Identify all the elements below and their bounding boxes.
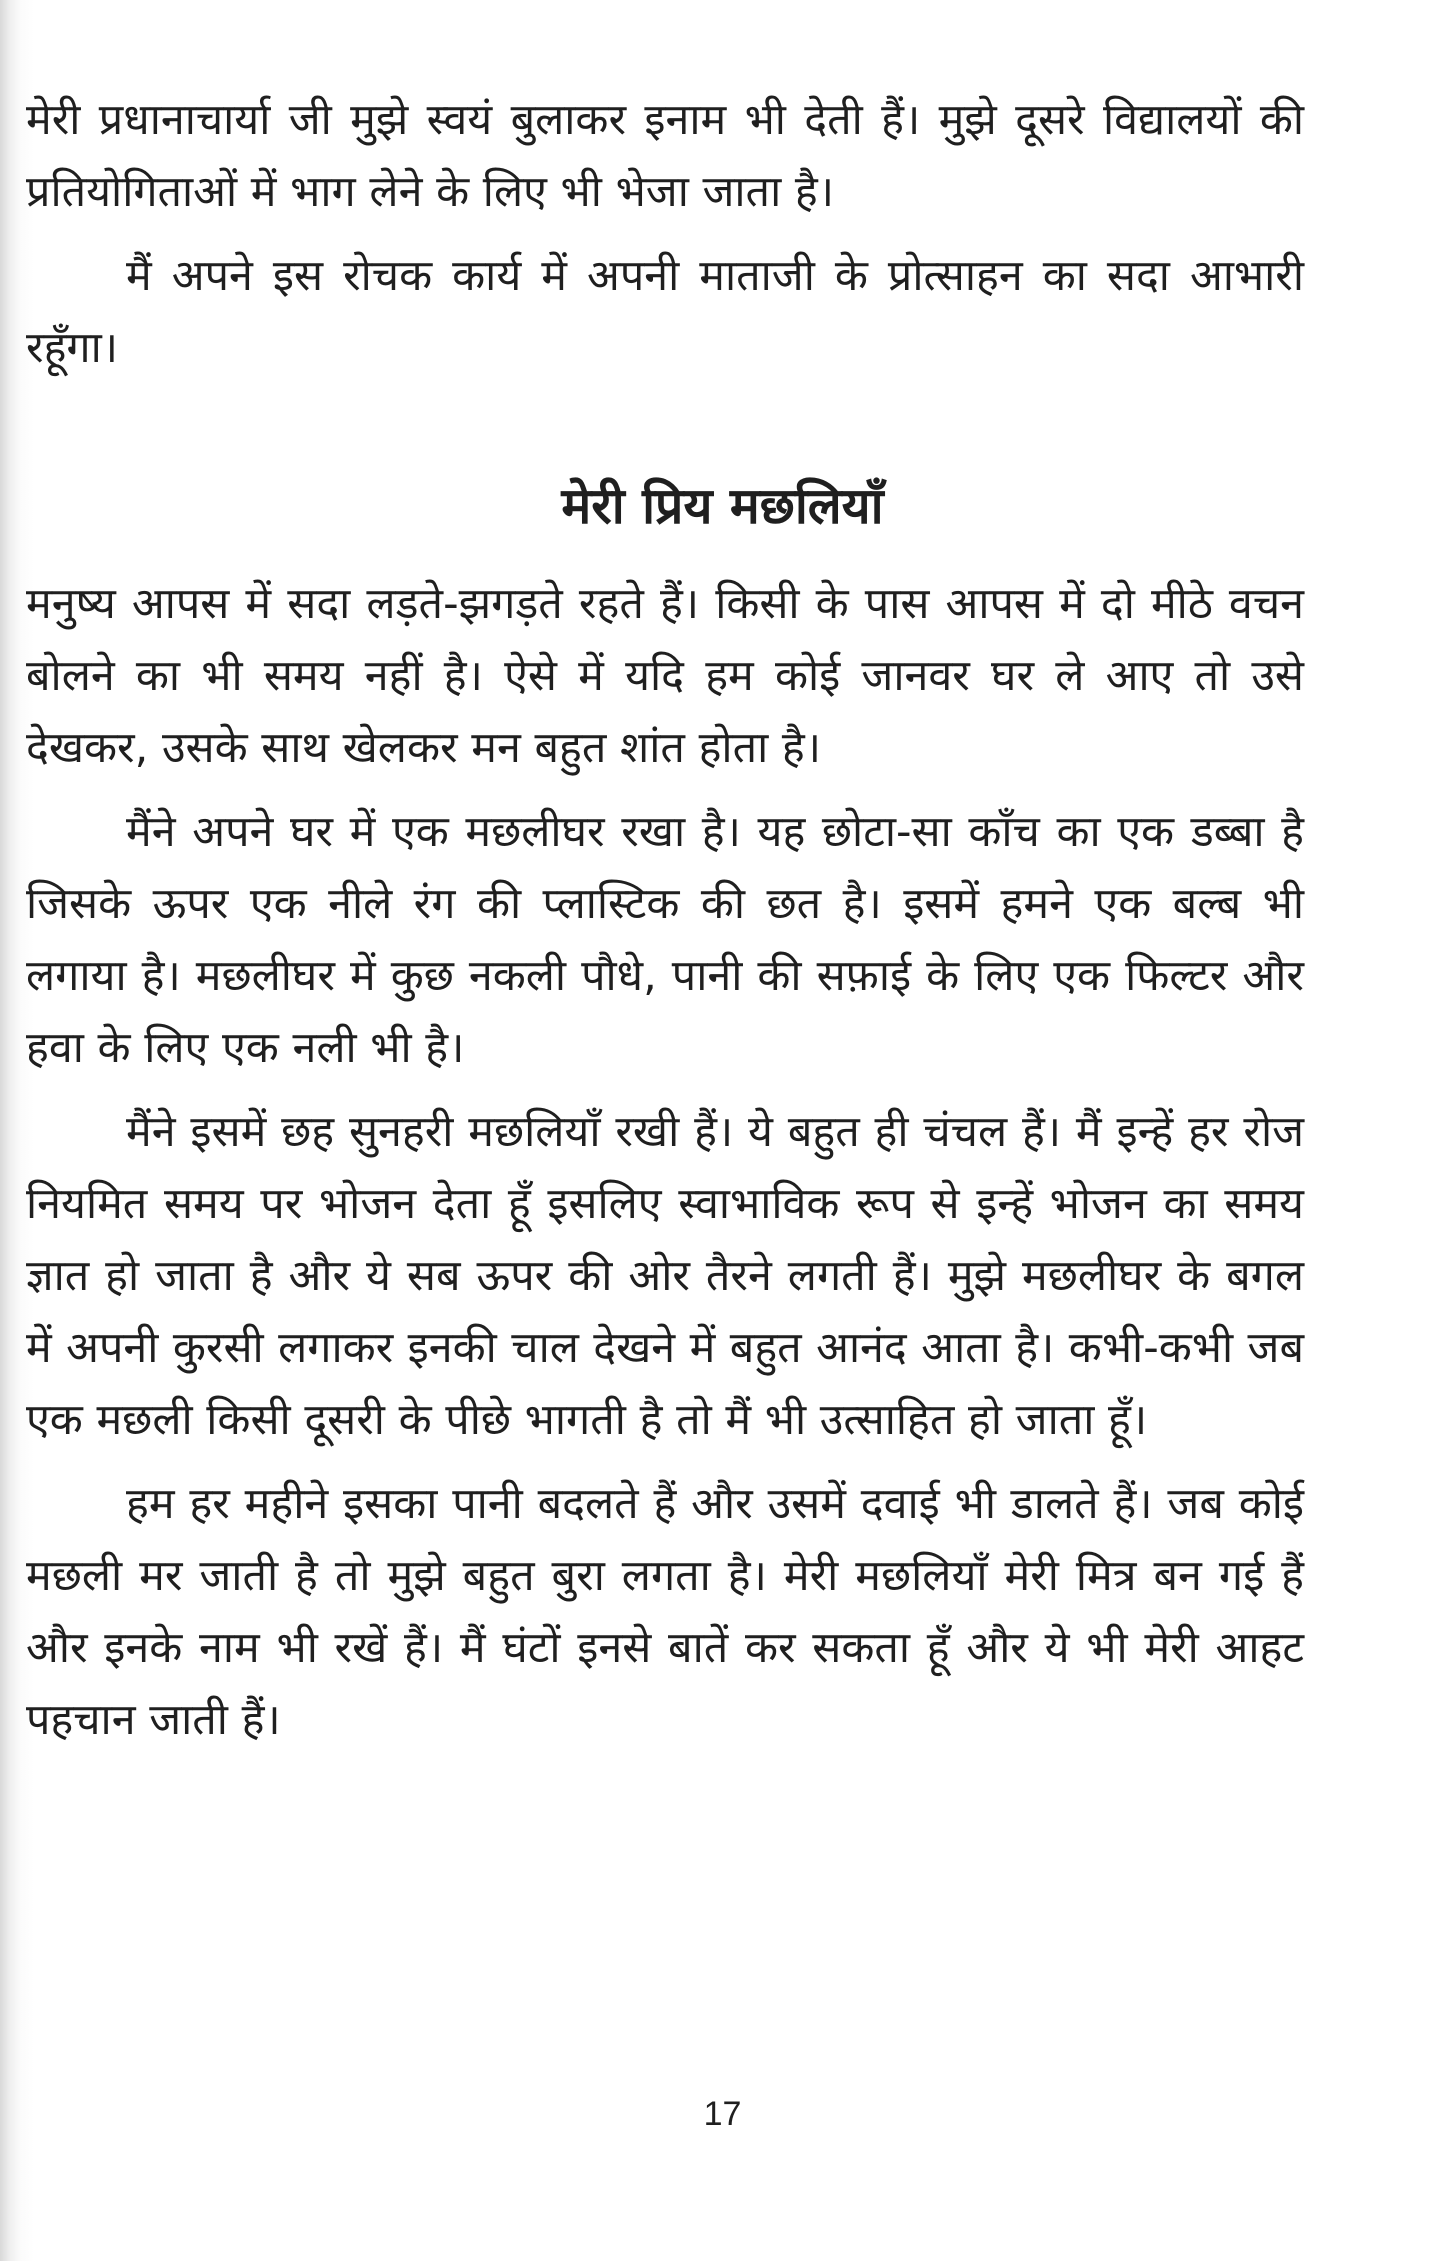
intro-section: [26, 84, 1304, 396]
essay-paragraph-2: मैंने अपने घर में एक मछलीघर रखा है। यह छोटा-सा काँच का एक डब्बा है जिसके ऊपर एक नीले रंग की प्लास्टिक की छत है। इसमें हमने एक बल्ब भी लगाया है। मछलीघर में कुछ नकली पौधे, पानी की सफ़ाई के लिए एक फिल्टर और हवा के लिए एक नली भी है।: [26, 807, 1304, 1073]
page-number: 17: [703, 2095, 742, 2133]
intro-paragraph-2: मैं अपने इस रोचक कार्य में अपनी माताजी के प्रोत्साहन का सदा आभारी रहूँगा।: [26, 251, 1304, 373]
essay-body: [26, 568, 1304, 1768]
essay-title: मेरी प्रिय मछलियाँ: [561, 477, 884, 535]
essay-paragraph-1: मनुष्य आपस में सदा लड़ते-झगड़ते रहते हैं। किसी के पास आपस में दो मीठे वचन बोलने का भी समय नहीं है। ऐसे में यदि हम कोई जानवर घर ले आए तो उसे देखकर, उसके साथ खेलकर मन बहुत शांत होता है।: [26, 579, 1304, 773]
essay-paragraph-3: मैंने इसमें छह सुनहरी मछलियाँ रखी हैं। ये बहुत ही चंचल हैं। मैं इन्हें हर रोज नियमित समय पर भोजन देता हूँ इसलिए स्वाभाविक रूप से इन्हें भोजन का समय ज्ञात हो जाता है और ये सब ऊपर की ओर तैरने लगती हैं। मुझे मछलीघर के बगल में अपनी कुरसी लगाकर इनकी चाल देखने में बहुत आनंद आता है। कभी-कभी जब एक मछली किसी दूसरी के पीछे भागती है तो मैं भी उत्साहित हो जाता हूँ।: [26, 1107, 1304, 1445]
essay-paragraph-4: हम हर महीने इसका पानी बदलते हैं और उसमें दवाई भी डालते हैं। जब कोई मछली मर जाती है तो मुझे बहुत बुरा लगता है। मेरी मछलियाँ मेरी मित्र बन गई हैं और इनके नाम भी रखें हैं। मैं घंटों इनसे बातें कर सकता हूँ और ये भी मेरी आहट पहचान जाती हैं।: [26, 1479, 1304, 1745]
intro-paragraph-1: मेरी प्रधानाचार्या जी मुझे स्वयं बुलाकर इनाम भी देती हैं। मुझे दूसरे विद्यालयों की प्रतियोगिताओं में भाग लेने के लिए भी भेजा जाता है।: [26, 95, 1304, 217]
